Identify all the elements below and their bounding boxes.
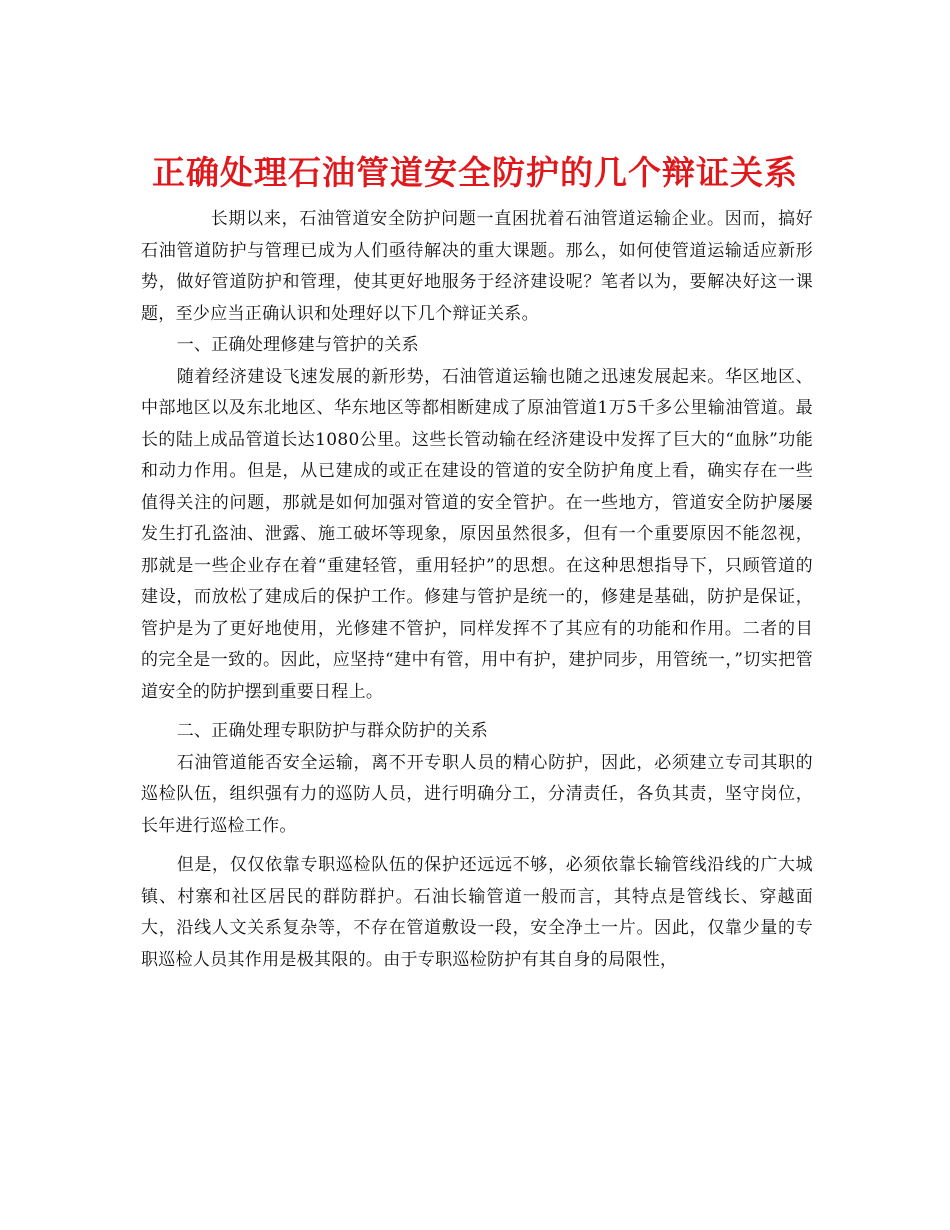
body-paragraph: 随着经济建设飞速发展的新形势，石油管道运输也随之迅速发展起来。华区地区、中部地区以及东北地区、华东地区等都相断建成了原油管道1万5千多公里输油管道。最长的陆上成品管道长达1080公里。这些长管动输在经济建设中发挥了巨大的“血脉”功能和动力作用。但是，从已建成的或正在建设的管道的安全防护角度上看，确实存在一些值得关注的问题，那就是如何加强对管道的安全管护。在一些地方，管道安全防护屡屡发生打孔盗油、泄露、施工破坏等现象，原因虽然很多，但有一个重要原因不能忽视，那就是一些企业存在着“重建轻管，重用轻护”的思想。在这种思想指导下，只顾管道的建设，而放松了建成后的保护工作。修建与管护是统一的，修建是基础，防护是保证，管护是为了更好地使用，光修建不管护，同样发挥不了其应有的功能和作用。二者的目的完全是一致的。因此，应坚持“建中有管，用中有护，建护同步，用管统一，”切实把管道安全的防护摆到重要日程上。 [141,366,813,702]
document-title: 正确处理石油管道安全防护的几个辩证关系 [152,153,798,193]
document-body [141,204,813,976]
intro-paragraph: 长期以来，石油管道安全防护问题一直困扰着石油管道运输企业。因而，搞好石油管道防护与管理已成为人们亟待解决的重大课题。那么，如何使管道运输适应新形势，做好管道防护和管理，使其更好地服务于经济建设呢？笔者以为，要解决好这一课题，至少应当正确认识和处理好以下几个辩证关系。 [141,209,813,324]
body-paragraph: 但是，仅仅依靠专职巡检队伍的保护还远远不够，必须依靠长输管线沿线的广大城镇、村寨和社区居民的群防群护。石油长输管道一般而言，其特点是管线长、穿越面大，沿线人文关系复杂等，不存在管道敷设一段，安全净土一片。因此，仅靠少量的专职巡检人员其作用是极其限的。由于专职巡检防护有其自身的局限性， [141,855,813,970]
body-paragraph: 石油管道能否安全运输，离不开专职人员的精心防护，因此，必须建立专司其职的巡检队伍，组织强有力的巡防人员，进行明确分工，分清责任，各负其责，坚守岗位，长年进行巡检工作。 [141,752,813,836]
section-heading-1: 一、正确处理修建与管护的关系 [176,335,419,355]
section-heading-2: 二、正确处理专职防护与群众防护的关系 [176,721,489,741]
